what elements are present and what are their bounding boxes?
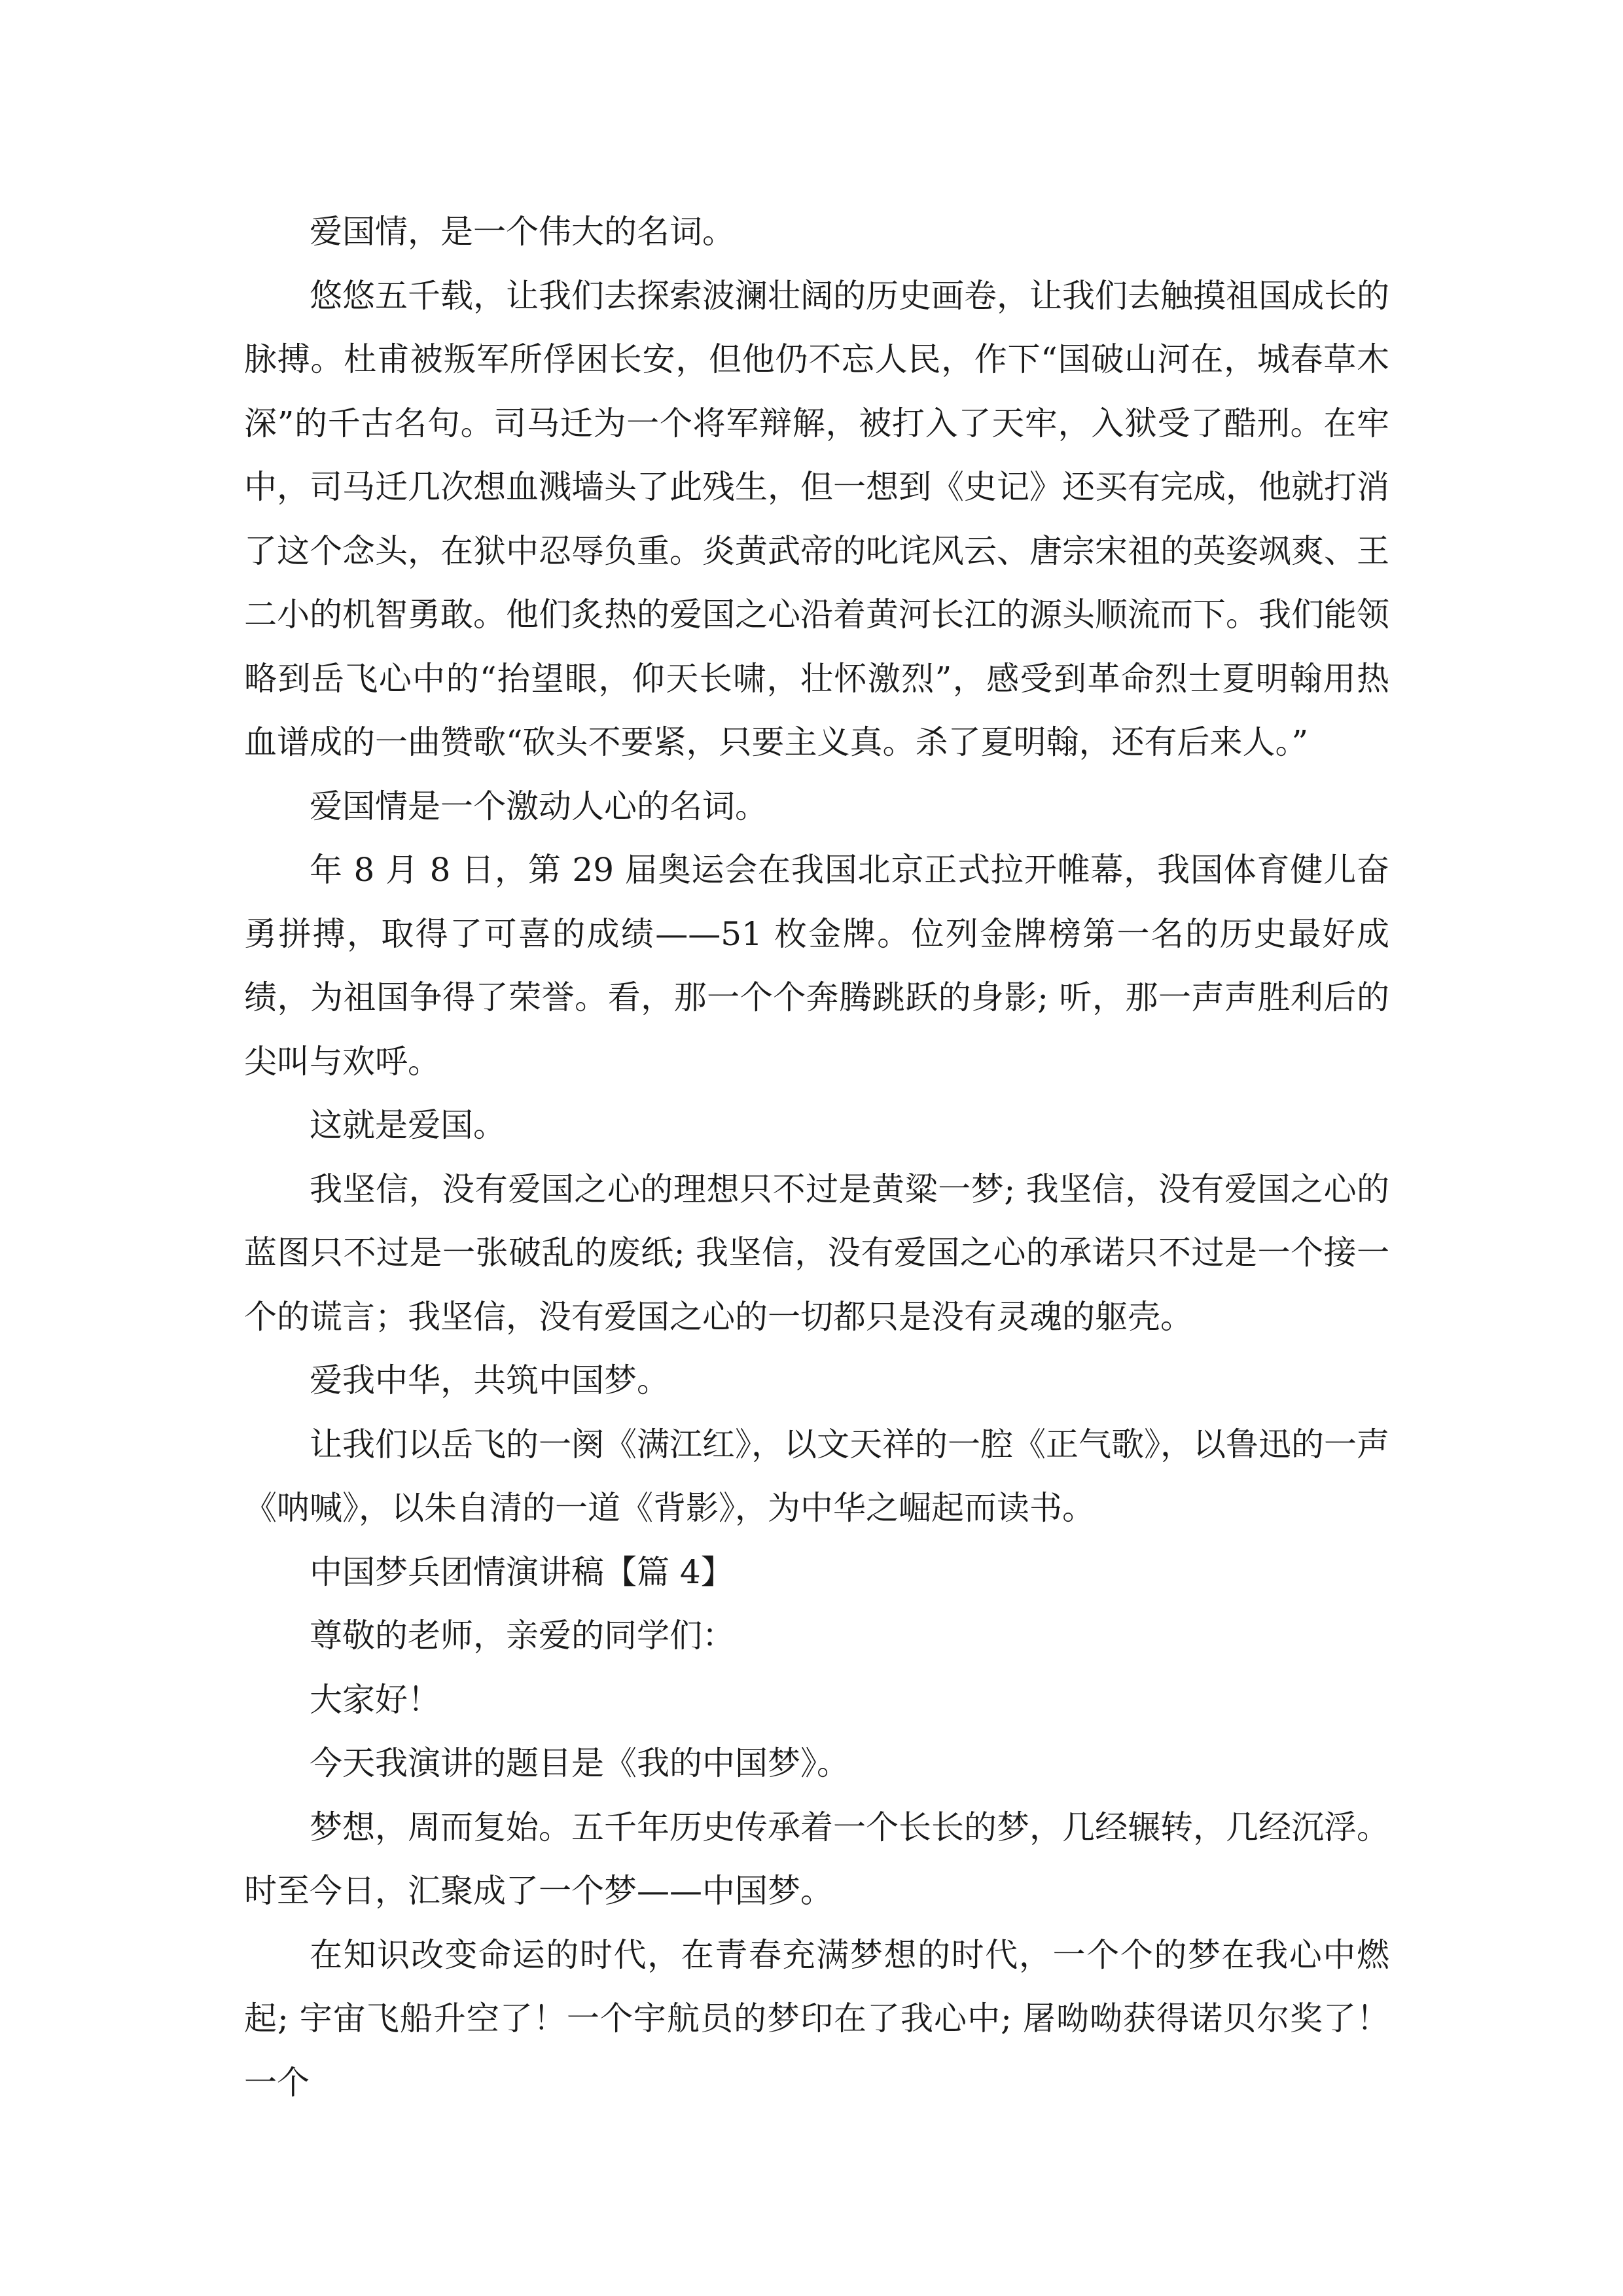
paragraph: 让我们以岳飞的一阕《满江红》，以文天祥的一腔《正气歌》，以鲁迅的一声《呐喊》，以朱自清的一道《背影》，为中华之崛起而读书。 (244, 1425, 1389, 1527)
paragraph: 我坚信，没有爱国之心的理想只不过是黄粱一梦; 我坚信，没有爱国之心的蓝图只不过是一张破乱的废纸; 我坚信，没有爱国之心的承诺只不过是一个接一个的谎言；我坚信，没有爱国之心的一切都只是没有灵魂的躯壳。 (244, 1170, 1389, 1336)
paragraph: 爱国情，是一个伟大的名词。 (310, 213, 735, 251)
greeting: 大家好！ (310, 1680, 440, 1719)
paragraph: 爱我中华，共筑中国梦。 (310, 1361, 669, 1399)
paragraph: 在知识改变命运的时代，在青春充满梦想的时代，一个个的梦在我心中燃起; 宇宙飞船升空了！一个宇航员的梦印在了我心中; 屠呦呦获得诺贝尔奖了！一个 (244, 1935, 1389, 2102)
body-text (244, 200, 1389, 2115)
paragraph: 爱国情是一个激动人心的名词。 (310, 787, 768, 825)
paragraph: 年 8 月 8 日，第 29 届奥运会在我国北京正式拉开帷幕，我国体育健儿奋勇拼搏，取得了可喜的成绩——51 枚金牌。位列金牌榜第一名的历史最好成绩，为祖国争得了荣誉。看，那一个个奔腾跳跃的身影; 听，那一声声胜利后的尖叫与欢呼。 (244, 851, 1389, 1081)
salutation: 尊敬的老师，亲爱的同学们： (310, 1617, 735, 1655)
paragraph: 这就是爱国。 (310, 1106, 506, 1144)
paragraph: 今天我演讲的题目是《我的中国梦》。 (310, 1744, 849, 1782)
section-heading: 中国梦兵团情演讲稿【篇 4】 (310, 1552, 734, 1591)
paragraph: 悠悠五千载，让我们去探索波澜壮阔的历史画卷，让我们去触摸祖国成长的脉搏。杜甫被叛军所俘困长安，但他仍不忘人民，作下“国破山河在，城春草木深”的千古名句。司马迁为一个将军辩解，被打入了天牢，入狱受了酷刑。在牢中，司马迁几次想血溅墙头了此残生，但一想到《史记》还买有完成，他就打消了这个念头，在狱中忍辱负重。炎黄武帝的叱诧风云、唐宗宋祖的英姿飒爽、王二小的机智勇敢。他们炙热的爱国之心沿着黄河长江的源头顺流而下。我们能领略到岳飞心中的“抬望眼，仰天长啸，壮怀激烈”，感受到革命烈士夏明翰用热血谱成的一曲赞歌“砍头不要紧，只要主义真。杀了夏明翰，还有后来人。” (244, 276, 1389, 761)
paragraph: 梦想，周而复始。五千年历史传承着一个长长的梦，几经辗转，几经沉浮。时至今日，汇聚成了一个梦——中国梦。 (244, 1808, 1389, 1910)
